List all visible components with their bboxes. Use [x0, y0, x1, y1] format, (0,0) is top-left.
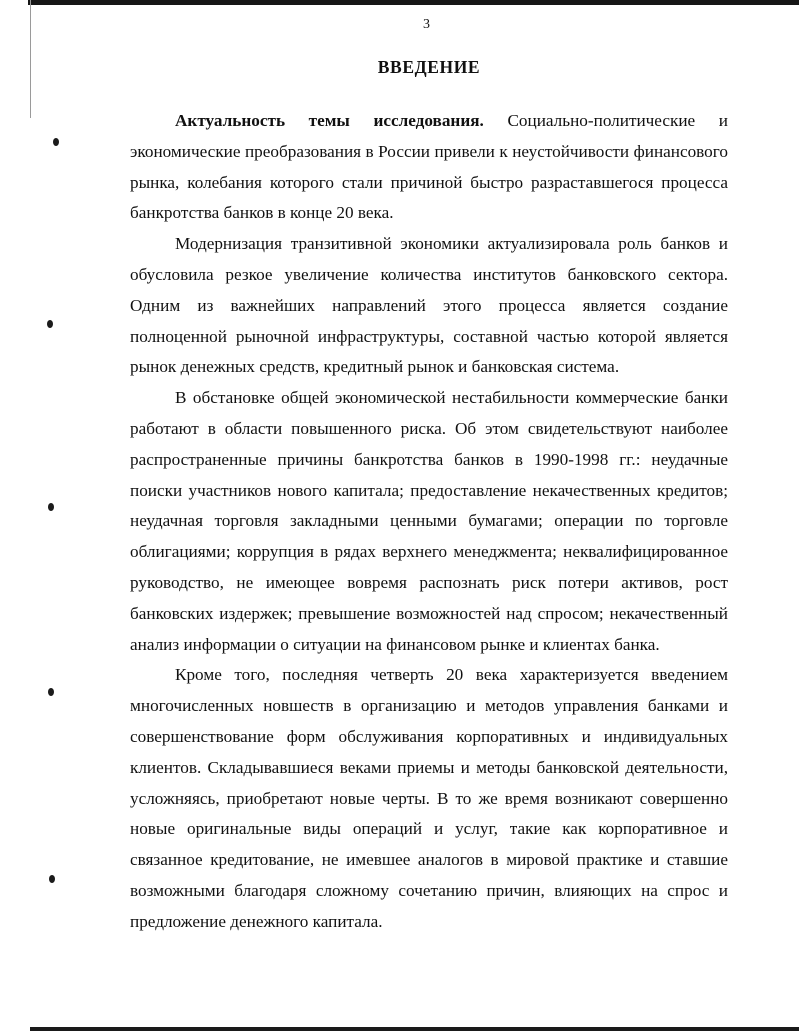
scan-bottom-border [30, 1027, 799, 1031]
punch-hole-mark [48, 503, 54, 511]
punch-hole-mark [48, 688, 54, 696]
punch-hole-mark [47, 320, 53, 328]
scan-top-border [28, 0, 799, 5]
punch-hole-mark [49, 875, 55, 883]
paragraph-lead: Актуальность темы исследования. [175, 111, 484, 130]
page-number: 3 [423, 17, 430, 32]
paragraph: Модернизация транзитивной экономики актуализировала роль банков и обусловила резкое увеличение количества институтов банковского сектора. Одним из важнейших направлений этого процесса является создание полноценной рыночной инфраструктуры, составной частью которой является рынок денежных средств, кредитный рынок и банковская система. [130, 234, 728, 377]
paragraph: Кроме того, последняя четверть 20 века характеризуется введением многочисленных новшеств в организацию и методов управления банками и совершенствование форм обслуживания корпоративных и индивидуальных клиентов. Складывавшиеся веками приемы и методы банковской деятельности, усложняясь, приобретают новые черты. В то же время возникают совершенно новые оригинальные виды операций и услуг, такие как корпоративное и связанное кредитование, не имевшее аналогов в мировой практике и ставшие возможными благодаря сложному сочетанию причин, влияющих на спрос и предложение денежного капитала. [130, 665, 728, 931]
document-body [130, 106, 728, 938]
punch-hole-mark [53, 138, 59, 146]
paragraph [130, 106, 728, 229]
paragraph-text: Социально-политические и экономические преобразования в России привели к неустойчивости финансового рынка, колебания которого стали причиной быстро разраставшегося процесса банкротства банков в конце 20 века. [130, 111, 728, 223]
paragraph: В обстановке общей экономической нестабильности коммерческие банки работают в области повышенного риска. Об этом свидетельствуют наиболее распространенные причины банкротства банков в 1990-1998 гг.: неудачные поиски участников нового капитала; предоставление некачественных кредитов; неудачная торговля закладными ценными бумагами; операции по торговле облигациями; коррупция в рядах верхнего менеджмента; неквалифицированное руководство, не имеющее вовремя распознать риск потери активов, рост банковских издержек; превышение возможностей над спросом; некачественный анализ информации о ситуации на финансовом рынке и клиентах банка. [130, 388, 728, 654]
section-heading: ВВЕДЕНИЕ [377, 57, 481, 77]
